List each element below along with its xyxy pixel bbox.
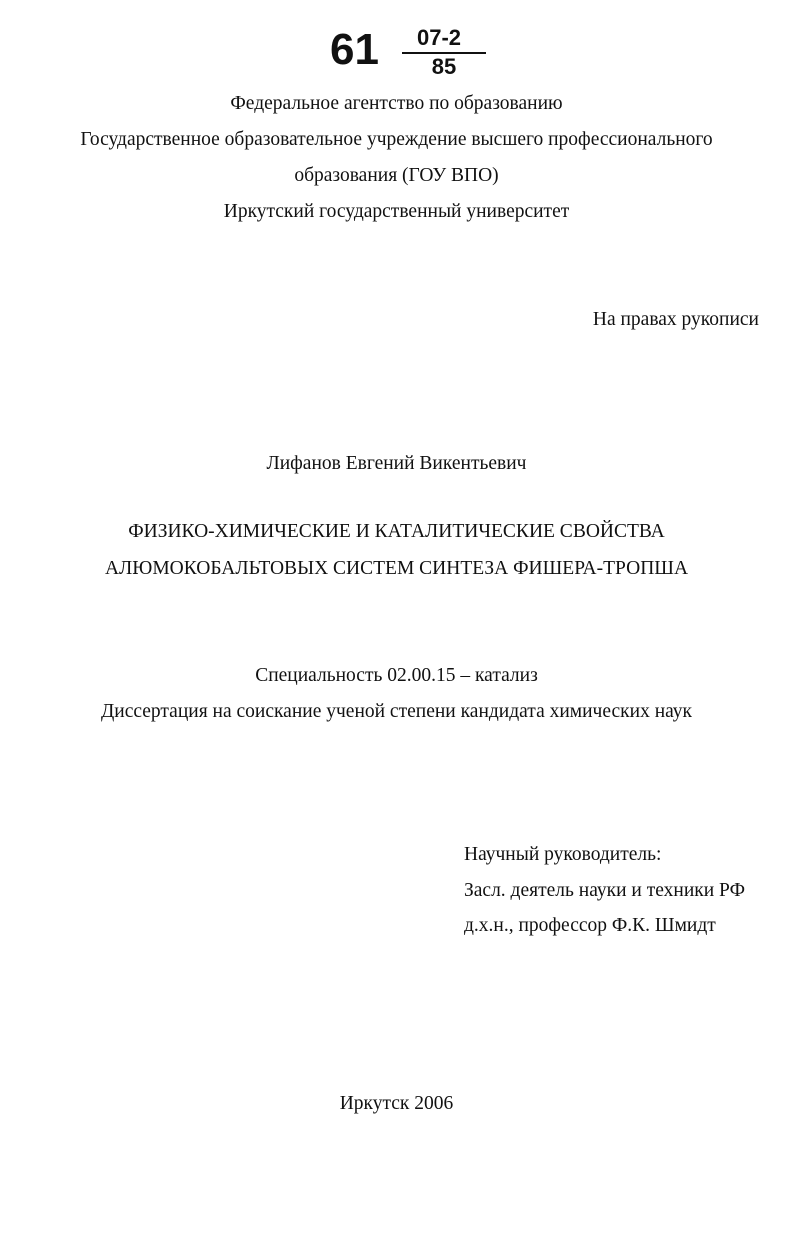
- supervisor-label: Научный руководитель:: [464, 844, 662, 865]
- institution-line-1: Государственное образовательное учреждение высшего профессионального: [80, 129, 713, 150]
- supervisor-name: д.х.н., профессор Ф.К. Шмидт: [464, 915, 716, 936]
- degree-statement: Диссертация на соискание ученой степени кандидата химических наук: [100, 701, 693, 722]
- agency-name: Федеральное агентство по образованию: [230, 93, 563, 114]
- stamp-main-number: 61: [330, 25, 379, 74]
- author-name: Лифанов Евгений Викентьевич: [266, 453, 527, 474]
- university-name: Иркутский государственный университет: [223, 201, 570, 222]
- dissertation-title-line-1: ФИЗИКО-ХИМИЧЕСКИЕ И КАТАЛИТИЧЕСКИЕ СВОЙСТВА: [128, 521, 665, 542]
- catalog-stamp: [330, 24, 460, 84]
- stamp-denominator: 85: [431, 54, 457, 79]
- stamp-numerator: 07-2: [416, 25, 462, 50]
- supervisor-honor: Засл. деятель науки и техники РФ: [464, 880, 745, 901]
- institution-line-2: образования (ГОУ ВПО): [294, 165, 499, 186]
- specialty: Специальность 02.00.15 – катализ: [255, 665, 538, 686]
- rights-note: На правах рукописи: [592, 309, 759, 330]
- city-year: Иркутск 2006: [339, 1093, 454, 1114]
- stamp-fraction: [402, 26, 484, 80]
- dissertation-title-line-2: АЛЮМОКОБАЛЬТОВЫХ СИСТЕМ СИНТЕЗА ФИШЕРА-ТРОПША: [104, 558, 689, 579]
